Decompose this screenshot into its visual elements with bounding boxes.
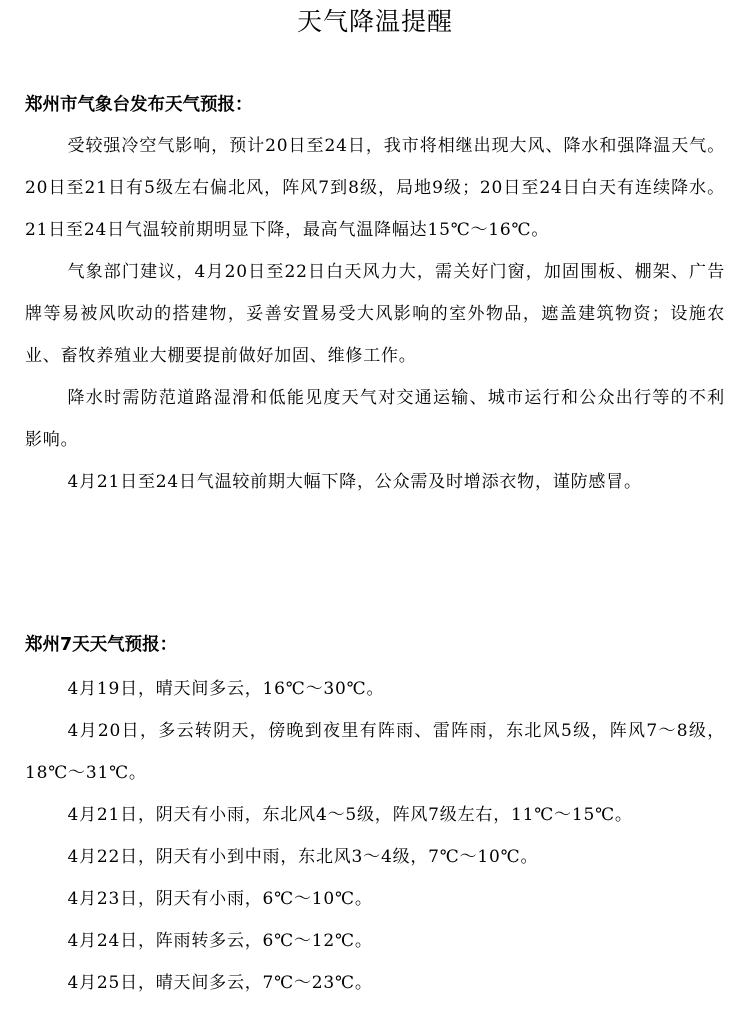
- section-body-forecast-notice: [25, 125, 725, 503]
- forecast-day-23: 4月23日，阴天有小雨，6℃～10℃。: [67, 889, 373, 909]
- forecast-day-21: 4月21日，阴天有小雨，东北风4～5级，阵风7级左右，11℃～15℃。: [67, 805, 633, 825]
- paragraph-precipitation: 降水时需防范道路湿滑和低能见度天气对交通运输、城市运行和公众出行等的不利影响。: [25, 388, 725, 450]
- forecast-day-19: 4月19日，晴天间多云，16℃～30℃。: [67, 679, 385, 699]
- forecast-day-22: 4月22日，阴天有小到中雨，东北风3～4级，7℃～10℃。: [67, 847, 539, 867]
- section-body-7-day-forecast: [25, 668, 725, 1004]
- paragraph-temperature-drop: 4月21日至24日气温较前期大幅下降，公众需及时增添衣物，谨防感冒。: [67, 472, 642, 492]
- forecast-day-24: 4月24日，阵雨转多云，6℃～12℃。: [67, 931, 373, 951]
- section-heading-7-day-forecast: 郑州7天天气预报：: [25, 635, 178, 655]
- forecast-day-25: 4月25日，晴天间多云，7℃～23℃。: [67, 973, 373, 993]
- paragraph-cold-air: 受较强冷空气影响，预计20日至24日，我市将相继出现大风、降水和强降温天气。20日至21日有5级左右偏北风，阵风7到8级，局地9级；20日至24日白天有连续降水。21日至24日气温较前期明显下降，最高气温降幅达15℃～16℃。: [25, 136, 725, 240]
- page-title: 天气降温提醒: [296, 7, 453, 36]
- paragraph-suggestions: 气象部门建议，4月20日至22日白天风力大，需关好门窗，加固围板、棚架、广告牌等易被风吹动的搭建物，妥善安置易受大风影响的室外物品，遮盖建筑物资；设施农业、畜牧养殖业大棚要提前做好加固、维修工作。: [25, 262, 725, 366]
- section-heading-forecast-notice: 郑州市气象台发布天气预报：: [25, 95, 253, 115]
- forecast-day-20: 4月20日，多云转阴天，傍晚到夜里有阵雨、雷阵雨，东北风5级，阵风7～8级，18℃～31℃。: [25, 721, 725, 783]
